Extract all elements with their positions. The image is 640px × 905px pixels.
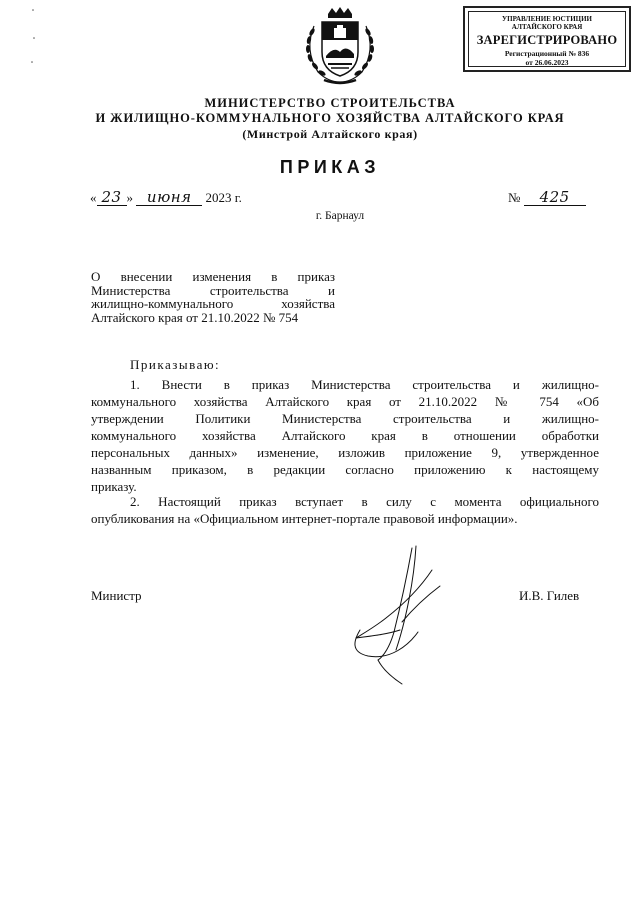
date-day: 23	[97, 190, 127, 206]
paragraph-line: 2. Настоящий приказ вступает в силу с момента официального	[130, 494, 599, 509]
stamp-authority-line1: УПРАВЛЕНИЕ ЮСТИЦИИ	[502, 15, 592, 23]
order-number	[508, 190, 586, 206]
handwritten-signature	[320, 540, 480, 700]
stamp-registration-date: от 26.06.2023	[525, 58, 569, 67]
document-type-title: ПРИКАЗ	[279, 157, 381, 177]
ministry-short-name: (Минстрой Алтайского края)	[242, 127, 418, 141]
ministry-name-line1: МИНИСТЕРСТВО СТРОИТЕЛЬСТВА	[204, 96, 456, 110]
order-directive-word: Приказываю:	[130, 357, 221, 372]
signatory-name: И.В. Гилев	[519, 588, 580, 603]
city-name: г. Барнаул	[315, 210, 365, 222]
signatory-title: Министр	[91, 588, 142, 603]
subject-line: Алтайского края от 21.10.2022 № 754	[91, 309, 299, 325]
order-number-value: 425	[524, 190, 586, 206]
date-month: июня	[136, 190, 202, 206]
paragraph-1	[91, 376, 599, 495]
order-date	[90, 190, 242, 206]
date-close-quote: »	[126, 190, 133, 205]
order-number-label: №	[508, 190, 521, 205]
date-open-quote: «	[90, 190, 97, 205]
margin-marks	[28, 0, 38, 70]
subject-line: жилищно-коммунального хозяйства	[91, 296, 335, 311]
paragraph-line: персональных данных» изменение, изложив приложение 9, утвержденное	[91, 445, 599, 460]
paragraph-line: опубликования на «Официальном интернет-портале правовой информации».	[91, 511, 518, 526]
paragraph-2	[91, 493, 599, 527]
subject-line: Министерства строительства и	[91, 282, 335, 298]
paragraph-line: коммунального хозяйства Алтайского края в отношении обработки	[91, 428, 599, 443]
paragraph-line: 1. Внести в приказ Министерства строительства и жилищно-	[130, 377, 599, 392]
paragraph-line: приказу.	[91, 479, 137, 494]
ministry-name-line2: И ЖИЛИЩНО-КОММУНАЛЬНОГО ХОЗЯЙСТВА АЛТАЙСКОГО КРАЯ	[95, 111, 565, 125]
coat-of-arms-emblem	[298, 6, 382, 88]
stamp-status: ЗАРЕГИСТРИРОВАНО	[476, 33, 618, 47]
paragraph-line: утверждении Политики Министерства строительства и жилищно-	[91, 411, 599, 426]
paragraph-line: коммунального хозяйства Алтайского края от 21.10.2022 № 754 «Об	[91, 394, 599, 409]
stamp-registration-number: Регистрационный № 836	[504, 49, 590, 58]
paragraph-line: названным приказом, в редакции согласно приложению к настоящему	[91, 462, 599, 477]
order-subject	[91, 270, 335, 324]
subject-line: О внесении изменения в приказ	[91, 269, 335, 284]
date-year: 2023 г.	[205, 190, 242, 205]
registration-stamp	[463, 6, 631, 72]
registration-stamp-inner-frame	[468, 11, 626, 67]
stamp-authority-line2: АЛТАЙСКОГО КРАЯ	[511, 23, 583, 31]
